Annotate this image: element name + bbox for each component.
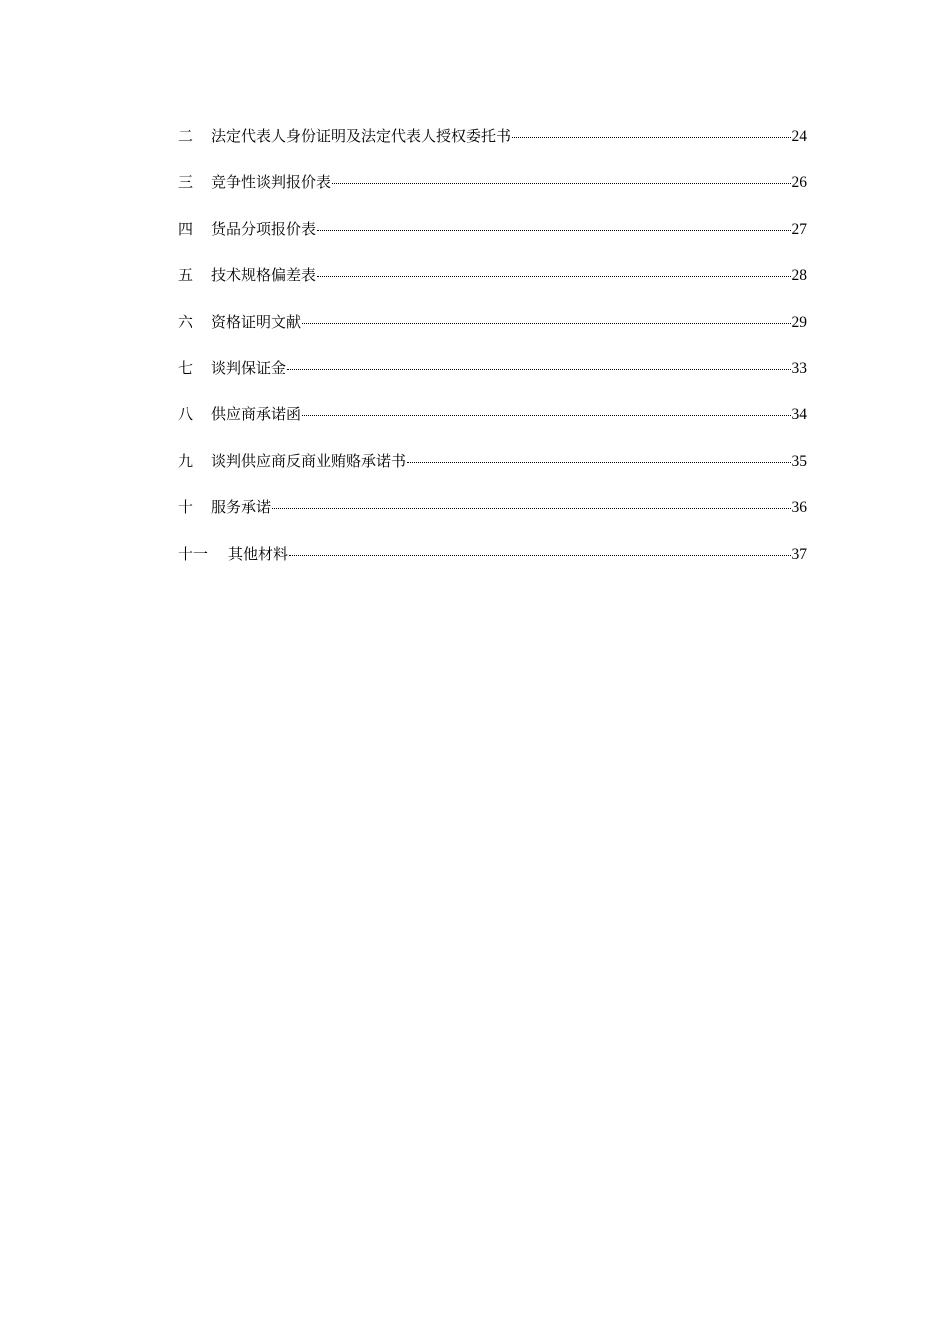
toc-entry-title: 谈判供应商反商业贿赂承诺书 [211,451,407,470]
table-of-contents [178,124,807,588]
toc-entry-title: 服务承诺 [211,498,272,517]
toc-entry-title: 货品分项报价表 [211,219,317,238]
toc-entry[interactable] [178,449,807,495]
toc-entry-number: 三 [178,173,194,192]
toc-dot-leader [272,508,790,509]
toc-entry[interactable] [178,263,807,309]
toc-dot-leader [512,137,790,138]
toc-entry-number: 十 [178,498,194,517]
toc-entry-title: 谈判保证金 [211,358,287,377]
toc-dot-leader [287,369,790,370]
toc-entry-title: 竞争性谈判报价表 [211,173,332,192]
toc-entry-page: 24 [791,128,807,145]
toc-entry-page: 36 [791,499,807,517]
toc-entry[interactable] [178,542,807,588]
toc-dot-leader [407,462,790,463]
toc-entry-number: 七 [178,358,194,377]
toc-entry-number: 六 [178,312,194,331]
toc-entry[interactable] [178,217,807,263]
toc-dot-leader [317,276,790,277]
toc-entry-page: 34 [791,406,807,424]
toc-entry[interactable] [178,356,807,402]
toc-entry-page: 26 [791,174,807,192]
toc-dot-leader [289,555,790,556]
toc-entry-number: 四 [178,219,194,238]
toc-entry-title: 技术规格偏差表 [211,266,317,285]
toc-entry[interactable] [178,124,807,170]
toc-dot-leader [332,183,790,184]
toc-entry-title: 其他材料 [228,544,289,563]
toc-entry-number: 九 [178,451,194,470]
toc-entry-page: 29 [791,313,807,331]
toc-entry[interactable] [178,310,807,356]
toc-entry-page: 28 [791,267,807,285]
toc-entry-title: 供应商承诺函 [211,405,302,424]
toc-entry-number: 二 [178,127,194,145]
toc-entry[interactable] [178,170,807,216]
toc-entry-number: 八 [178,405,194,424]
toc-dot-leader [302,323,790,324]
toc-entry-number: 十一 [178,544,209,563]
toc-entry[interactable] [178,495,807,541]
toc-dot-leader [302,415,790,416]
toc-entry-page: 37 [791,545,807,563]
toc-entry-page: 35 [791,452,807,470]
toc-dot-leader [317,230,790,231]
toc-entry-page: 27 [791,220,807,238]
toc-entry-page: 33 [791,359,807,377]
toc-entry-title: 资格证明文献 [211,312,302,331]
toc-entry-number: 五 [178,266,194,285]
toc-entry-title: 法定代表人身份证明及法定代表人授权委托书 [211,127,512,145]
toc-entry[interactable] [178,402,807,448]
